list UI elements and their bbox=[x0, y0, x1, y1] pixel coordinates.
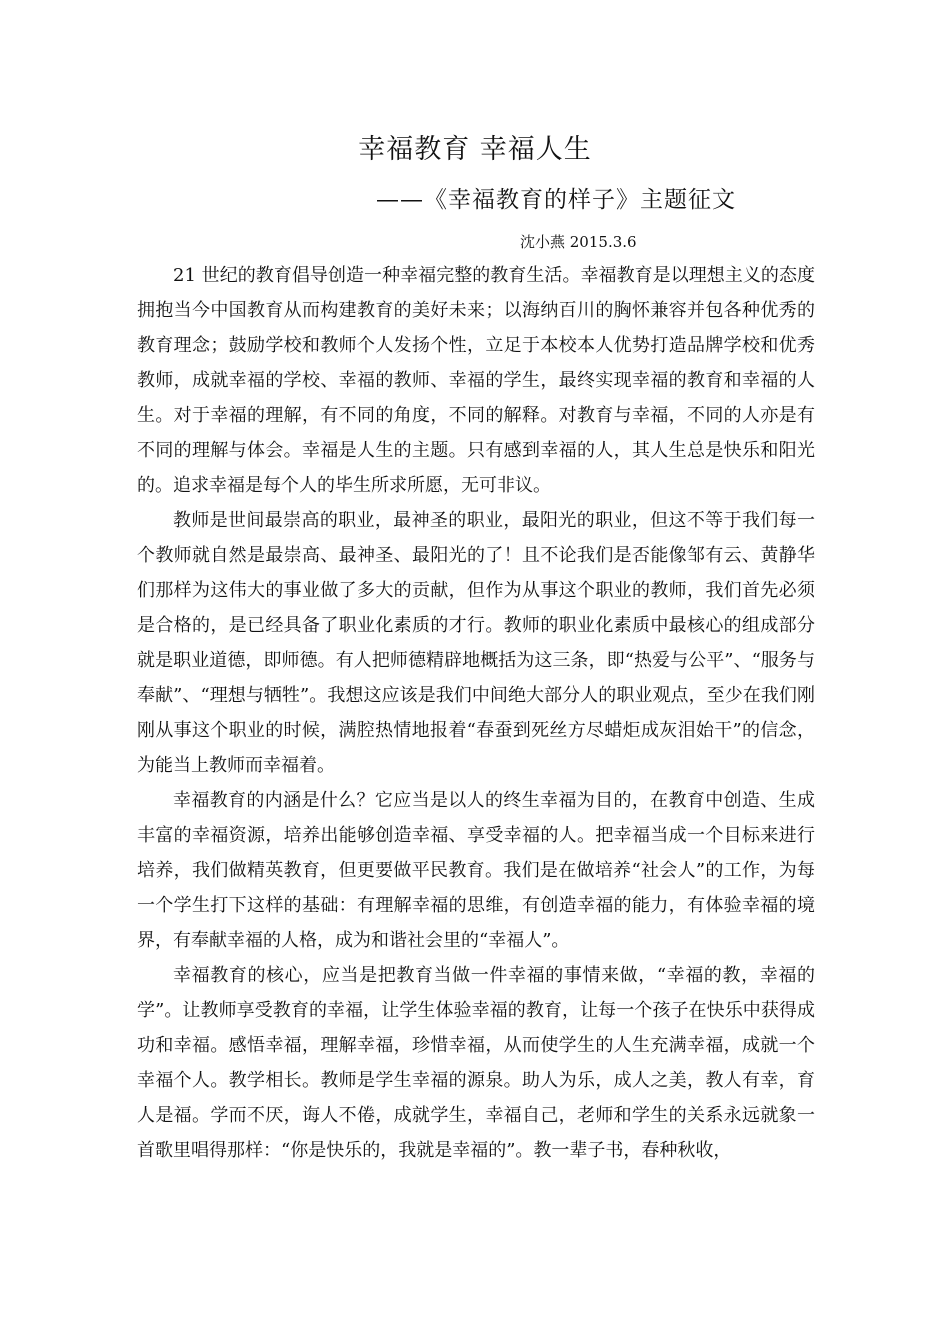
paragraph-4: 幸福教育的核心，应当是把教育当做一件幸福的事情来做，“幸福的教，幸福的学”。让教师享受教育的幸福，让学生体验幸福的教育，让每一个孩子在快乐中获得成功和幸福。感悟幸福，理解幸福，珍惜幸福，从而使学生的人生充满幸福，成就一个幸福个人。教学相长。教师是学生幸福的源泉。助人为乐，成人之美，教人有幸，育人是福。学而不厌，诲人不倦，成就学生，幸福自己，老师和学生的关系永远就象一首歌里唱得那样：“你是快乐的，我就是幸福的”。教一辈子书，春种秋收， bbox=[137, 965, 815, 1161]
document-title: 幸福教育 幸福人生 bbox=[358, 134, 592, 165]
paragraph-2: 教师是世间最崇高的职业，最神圣的职业，最阳光的职业，但这不等于我们每一个教师就自然是最崇高、最神圣、最阳光的了！且不论我们是否能像邹有云、黄静华们那样为这伟大的事业做了多大的贡献，但作为从事这个职业的教师，我们首先必须是合格的，是已经具备了职业化素质的才行。教师的职业化素质中最核心的组成部分就是职业道德，即师德。有人把师德精辟地概括为这三条，即“热爱与公平”、“服务与奉献”、“理想与牺牲”。我想这应该是我们中间绝大部分人的职业观点，至少在我们刚刚从事这个职业的时候，满腔热情地报着“春蚕到死丝方尽蜡炬成灰泪始干”的信念，为能当上教师而幸福着。 bbox=[137, 510, 815, 776]
author-date: 沈小燕 2015.3.6 bbox=[520, 233, 637, 251]
document-body bbox=[137, 258, 815, 1168]
paragraph-1: 21 世纪的教育倡导创造一种幸福完整的教育生活。幸福教育是以理想主义的态度拥抱当今中国教育从而构建教育的美好未来；以海纳百川的胸怀兼容并包各种优秀的教育理念；鼓励学校和教师个人发扬个性，立足于本校本人优势打造品牌学校和优秀教师，成就幸福的学校、幸福的教师、幸福的学生，最终实现幸福的教育和幸福的人生。对于幸福的理解，有不同的角度，不同的解释。对教育与幸福，不同的人亦是有不同的理解与体会。幸福是人生的主题。只有感到幸福的人，其人生总是快乐和阳光的。追求幸福是每个人的毕生所求所愿，无可非议。 bbox=[137, 265, 815, 496]
paragraph-3: 幸福教育的内涵是什么？它应当是以人的终生幸福为目的，在教育中创造、生成丰富的幸福资源，培养出能够创造幸福、享受幸福的人。把幸福当成一个目标来进行培养，我们做精英教育，但更要做平民教育。我们是在做培养“社会人”的工作，为每一个学生打下这样的基础：有理解幸福的思维，有创造幸福的能力，有体验幸福的境界，有奉献幸福的人格，成为和谐社会里的“幸福人”。 bbox=[137, 790, 815, 951]
document-subtitle: ——《幸福教育的样子》主题征文 bbox=[376, 187, 736, 213]
